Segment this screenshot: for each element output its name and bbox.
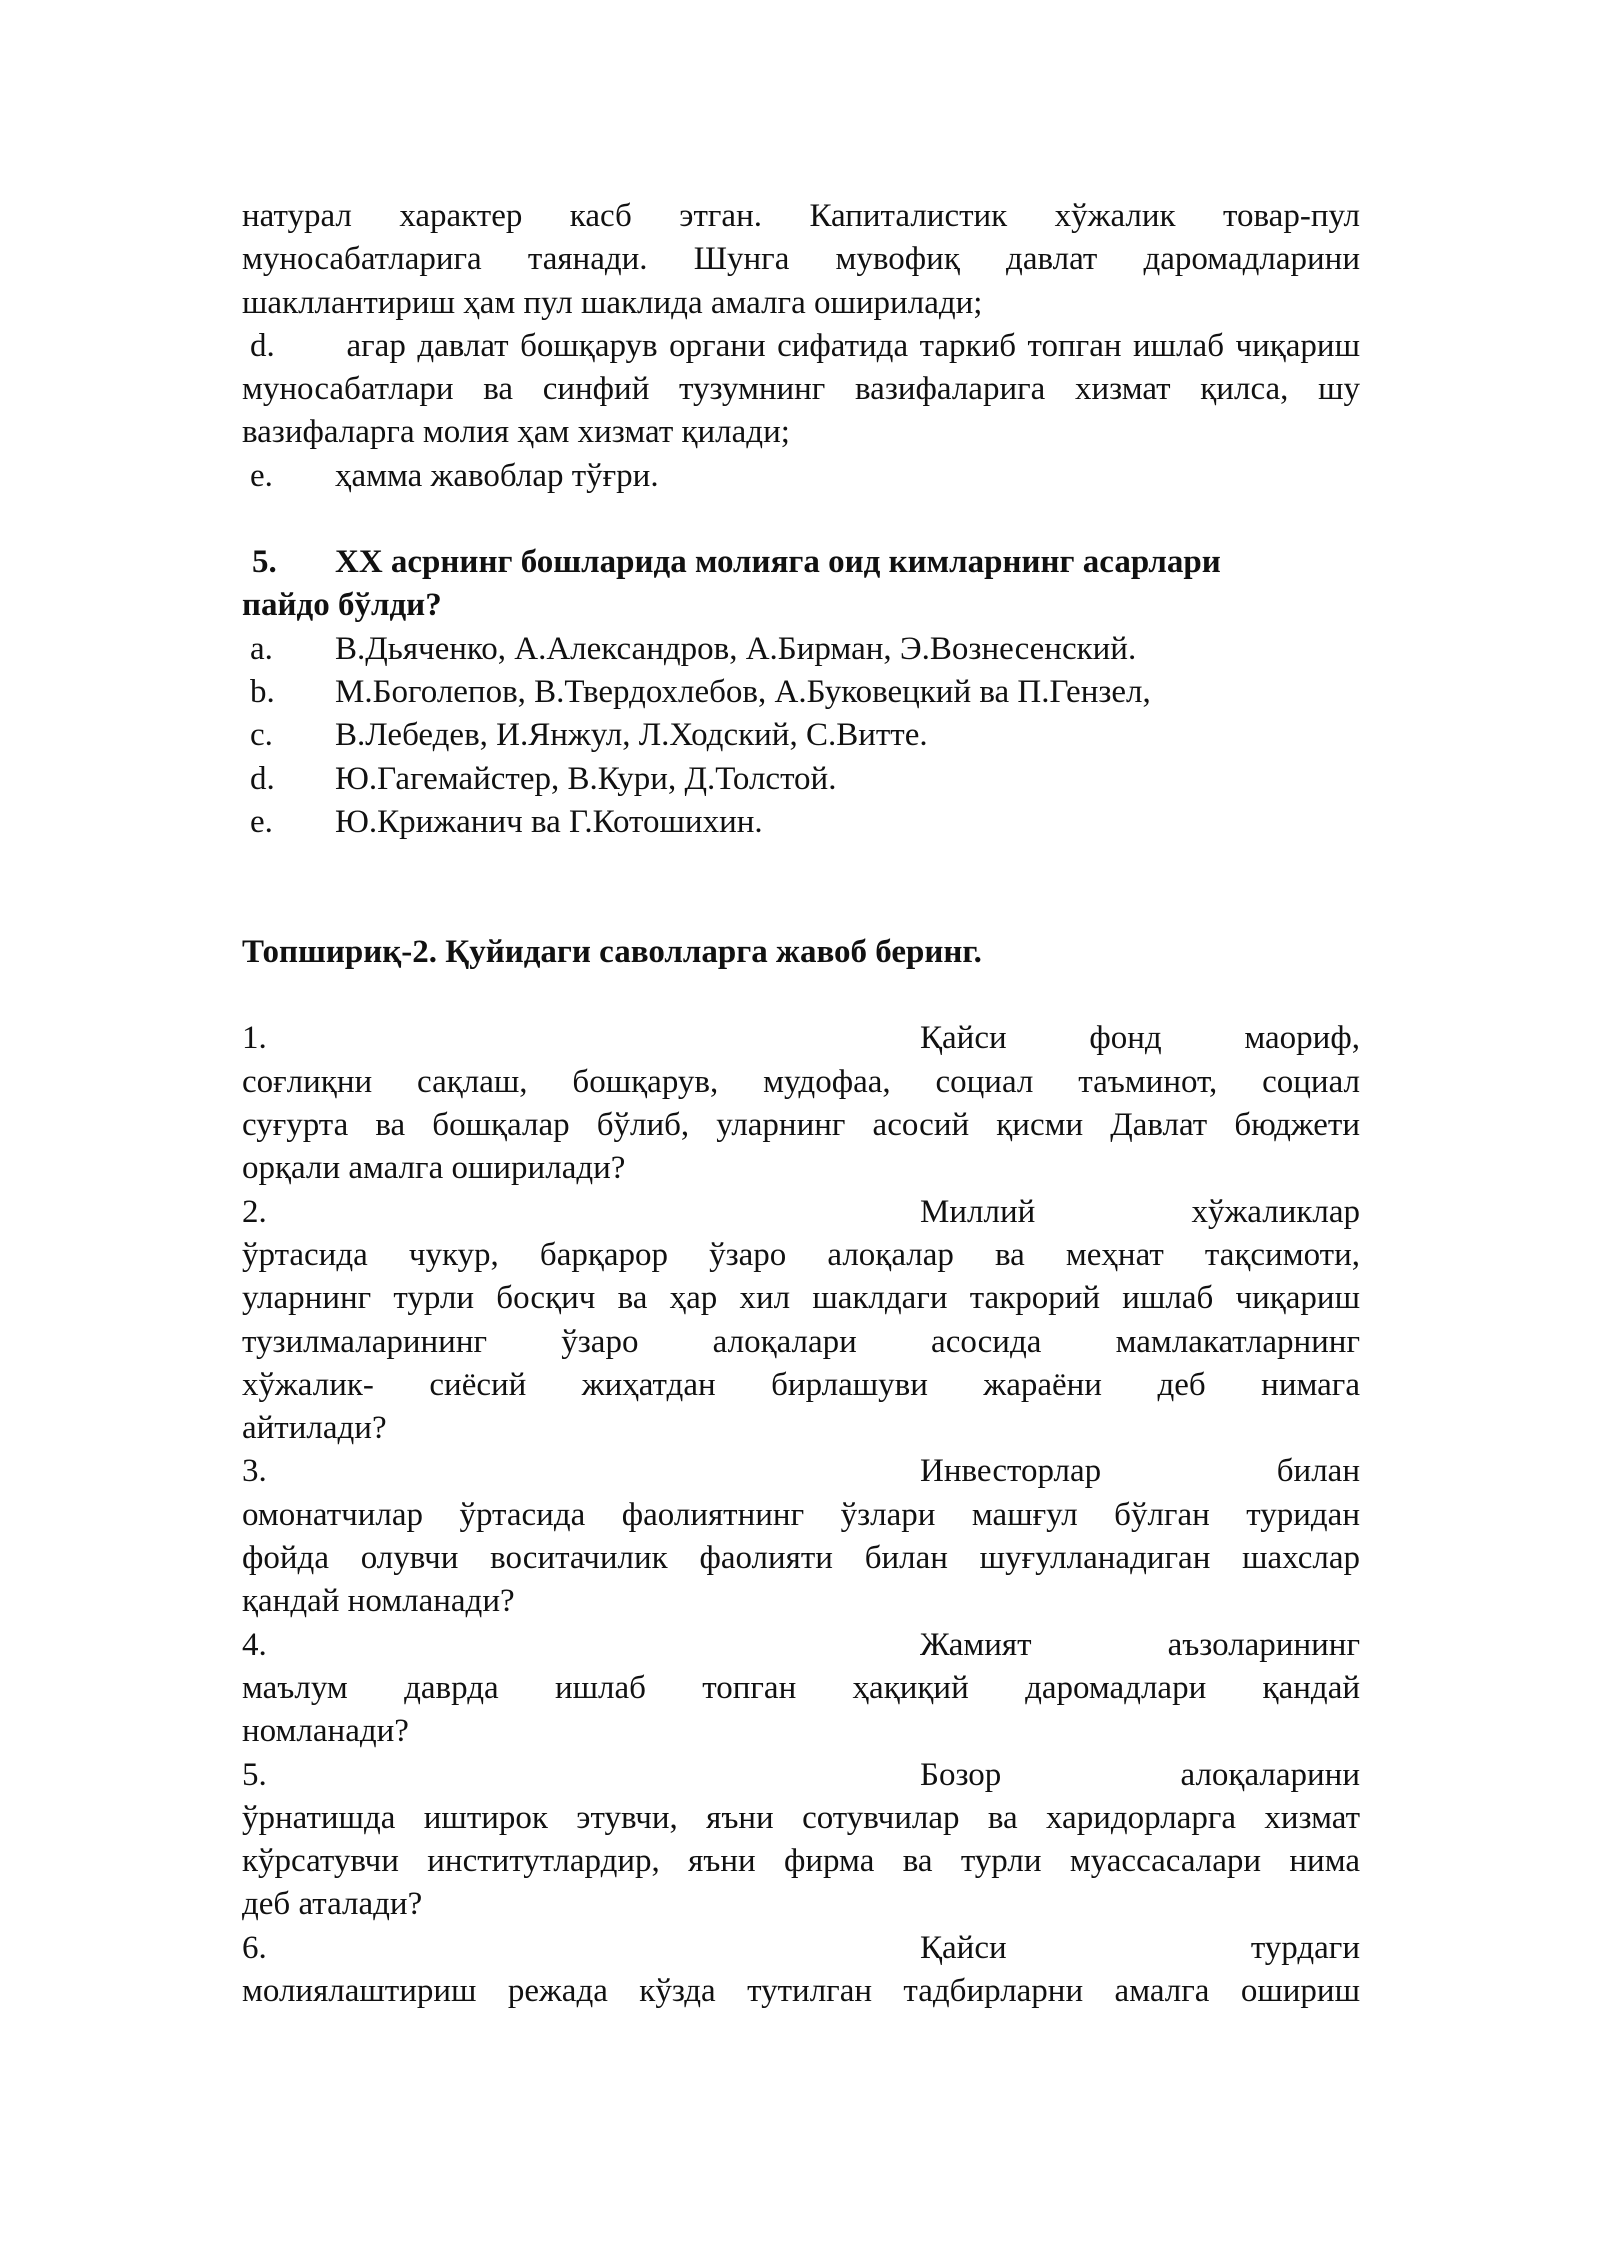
- document-page: [242, 195, 1360, 2013]
- body-text-line: муносабатларига таянади. Шунга мувофиқ давлат даромадларини: [242, 241, 1360, 278]
- question-number: 3.: [242, 1453, 267, 1490]
- option-marker: e.: [250, 457, 273, 494]
- body-text-line: шакллантириш ҳам пул шаклида амалга оширилади;: [242, 284, 983, 321]
- question-number: 4.: [242, 1626, 267, 1663]
- option-text: В.Дьяченко, А.Александров, А.Бирман, Э.Вознесенский.: [335, 630, 1137, 667]
- question-heading: [242, 541, 1360, 584]
- question-text-line: қандай номланади?: [242, 1583, 515, 1620]
- question-number: 6.: [242, 1929, 267, 1966]
- question-first-words: [920, 1754, 1360, 1797]
- option-marker: d.: [250, 760, 275, 797]
- option-marker: c.: [250, 717, 273, 754]
- option-marker: e.: [250, 803, 273, 840]
- question-text: XX асрнинг бошларида молияга оид кимларнинг асарлари: [335, 544, 1221, 581]
- question-word: Бозор: [920, 1756, 1002, 1793]
- question-word: хўжаликлар: [1191, 1193, 1360, 1230]
- question-text-line: орқали амалга оширилади?: [242, 1150, 626, 1187]
- question-word: Жамият: [920, 1626, 1032, 1663]
- question-text-line: айтилади?: [242, 1410, 387, 1447]
- question-word: Инвесторлар: [920, 1453, 1102, 1490]
- question-text-line: хўжалик- сиёсий жиҳатдан бирлашуви жараёни деб нимага: [242, 1366, 1360, 1403]
- body-text-line: натурал характер касб этган. Капиталистик хўжалик товар-пул: [242, 198, 1360, 234]
- question-first-words: [920, 1450, 1360, 1493]
- question-first-line: [242, 1754, 1360, 1797]
- question-text-line: ўрнатишда иштирок этувчи, яъни сотувчилар ва харидорларга хизмат: [242, 1799, 1360, 1836]
- option-text: М.Боголепов, В.Твердохлебов, А.Буковецкий ва П.Гензел,: [335, 673, 1151, 710]
- question-text-line: деб аталади?: [242, 1886, 423, 1923]
- question-text-line: тузилмаларининг ўзаро алоқалари асосида мамлакатларнинг: [242, 1323, 1360, 1360]
- question-word: Қайси: [920, 1020, 1007, 1057]
- question-first-line: [242, 1624, 1360, 1667]
- option-text: В.Лебедев, И.Янжул, Л.Ходский, С.Витте.: [335, 717, 928, 754]
- question-number: 5.: [252, 544, 277, 581]
- question-first-line: [242, 1017, 1360, 1060]
- question-text-line: ўртасида чукур, барқарор ўзаро алоқалар ва меҳнат тақсимоти,: [242, 1236, 1360, 1273]
- option-text: агар давлат бошқарув органи сифатида таркиб топган ишлаб чиқариш муносабатлари ва синфий тузумнинг вазифаларига хизмат қилса, шу вазифаларга молия ҳам хизмат қилади;: [242, 327, 1360, 451]
- question-first-words: [920, 1191, 1360, 1234]
- option-marker: b.: [250, 673, 275, 710]
- question-text-line: соғлиқни сақлаш, бошқарув, мудофаа, социал таъминот, социал: [242, 1063, 1360, 1100]
- answer-option: [242, 671, 1360, 714]
- answer-option: [242, 714, 1360, 757]
- answer-option: [242, 628, 1360, 671]
- question-word: маориф,: [1244, 1020, 1360, 1057]
- question-first-words: [920, 1927, 1360, 1970]
- question-word: аъзоларининг: [1167, 1626, 1360, 1663]
- question-first-words: [920, 1017, 1360, 1060]
- question-text-line: кўрсатувчи институтлардир, яъни фирма ва турли муассасалари нима: [242, 1843, 1360, 1880]
- task-title: Топшириқ-2. Қуйидаги саволларга жавоб беринг.: [242, 934, 982, 971]
- option-text: Ю.Крижанич ва Г.Котошихин.: [335, 803, 763, 840]
- question-first-line: [242, 1191, 1360, 1234]
- question-first-line: [242, 1450, 1360, 1493]
- question-text-line: уларнинг турли босқич ва ҳар хил шаклдаги такрорий ишлаб чиқариш: [242, 1280, 1360, 1317]
- question-word: турдаги: [1250, 1929, 1360, 1966]
- question-word: фонд: [1089, 1020, 1162, 1057]
- question-word: алоқаларини: [1180, 1756, 1360, 1793]
- question-text-continued: пайдо бўлди?: [242, 587, 442, 624]
- option-marker: a.: [250, 630, 273, 667]
- answer-option: [242, 758, 1360, 801]
- question-text-line: суғурта ва бошқалар бўлиб, уларнинг асосий қисми Давлат бюджети: [242, 1107, 1360, 1144]
- option-text: Ю.Гагемайстер, В.Кури, Д.Толстой.: [335, 760, 837, 797]
- option-marker: d.: [250, 327, 275, 364]
- question-number: 5.: [242, 1756, 267, 1793]
- question-word: Қайси: [920, 1929, 1007, 1966]
- option-text: ҳамма жавоблар тўғри.: [335, 457, 659, 494]
- question-text-line: номланади?: [242, 1713, 409, 1750]
- question-text-line: маълум даврда ишлаб топган ҳақиқий даромадлари қандай: [242, 1669, 1360, 1706]
- question-text-line: омонатчилар ўртасида фаолиятнинг ўзлари машғул бўлган туридан: [242, 1496, 1360, 1533]
- question-text-line: молиялаштириш режада кўзда тутилган тадбирларни амалга ошириш: [242, 1972, 1360, 2009]
- question-word: Миллий: [920, 1193, 1036, 1230]
- answer-option: [242, 801, 1360, 844]
- question-text-line: фойда олувчи воситачилик фаолияти билан шуғулланадиган шахслар: [242, 1540, 1360, 1577]
- task2-question-list: [242, 1017, 1360, 2013]
- answer-option: [242, 455, 1360, 498]
- question-first-line: [242, 1927, 1360, 1970]
- answer-option: [242, 325, 1360, 455]
- question-word: билан: [1276, 1453, 1360, 1490]
- question-number: 2.: [242, 1193, 267, 1230]
- question-number: 1.: [242, 1020, 267, 1057]
- question-first-words: [920, 1624, 1360, 1667]
